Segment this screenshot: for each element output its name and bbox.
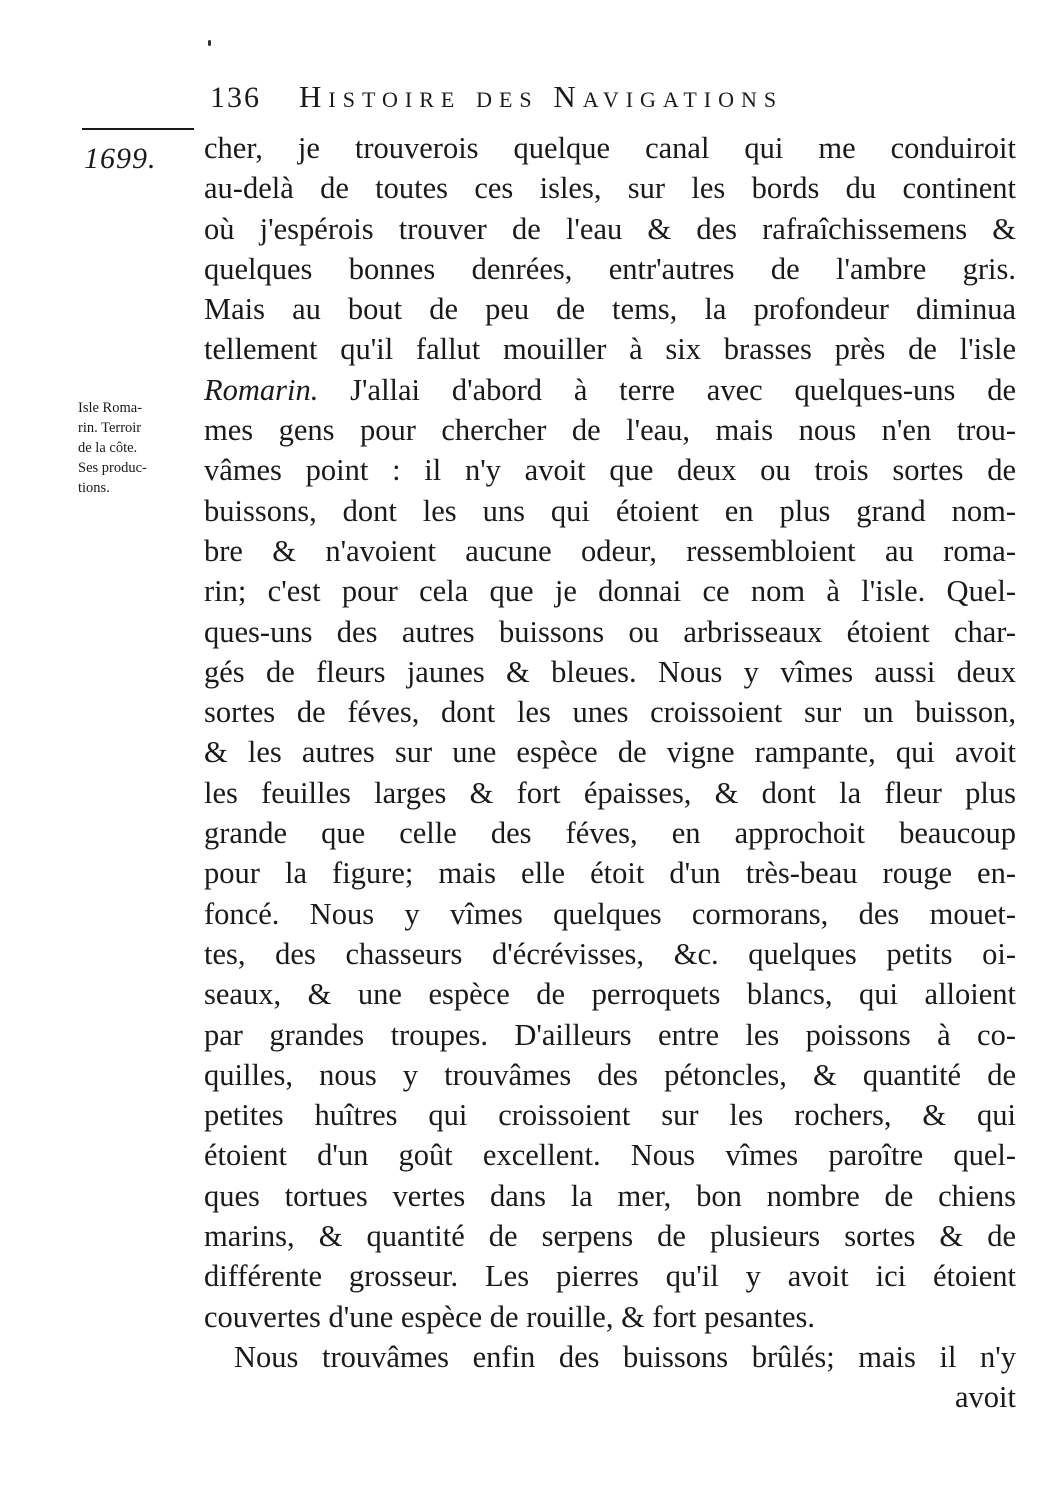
text-line: étoient d'un goût excellent. Nous vîmes paroître quel-: [204, 1138, 1016, 1173]
text-line: différente grosseur. Les pierres qu'il y avoit ici étoient: [204, 1259, 1016, 1294]
text-line: Mais au bout de peu de tems, la profondeur diminua: [204, 292, 1016, 327]
body-text: [204, 128, 1016, 1418]
text-line: vâmes point : il n'y avoit que deux ou trois sortes de: [204, 453, 1016, 488]
text-line: tes, des chasseurs d'écrévisses, &c. quelques petits oi-: [204, 936, 1016, 971]
ink-speck: [208, 40, 211, 46]
text-line: au-delà de toutes ces isles, sur les bords du continent: [204, 171, 1016, 206]
text-line: rin; c'est pour cela que je donnai ce nom à l'isle. Quel-: [204, 574, 1016, 609]
text-line: grande que celle des féves, en approchoit beaucoup: [204, 816, 1016, 851]
text-line: où j'espérois trouver de l'eau & des rafraîchissemens &: [204, 211, 1016, 246]
text-line: quelques bonnes denrées, entr'autres de l'ambre gris.: [204, 251, 1016, 286]
margin-note-line: de la côte.: [78, 440, 138, 456]
catchword: avoit: [955, 1380, 1016, 1415]
text-line: couvertes d'une espèce de rouille, & fort pesantes.: [204, 1299, 816, 1334]
text-line: petites huîtres qui croissoient sur les rochers, & qui: [204, 1098, 1016, 1133]
text-line: foncé. Nous y vîmes quelques cormorans, des mouet-: [204, 896, 1016, 931]
text-line: bre & n'avoient aucune odeur, ressembloient au roma-: [204, 533, 1016, 568]
text-line: cher, je trouverois quelque canal qui me conduiroit: [204, 131, 1016, 165]
running-title: Histoire des Navigations: [299, 79, 784, 114]
margin-note-line: rin. Terroir: [78, 420, 142, 436]
margin-note-line: Isle Roma-: [78, 400, 143, 416]
margin-note-line: Ses produc-: [78, 460, 147, 476]
text-line: ques-uns des autres buissons ou arbrisseaux étoient char-: [204, 614, 1016, 649]
text-line: pour la figure; mais elle étoit d'un très-beau rouge en-: [204, 856, 1016, 891]
text-line: par grandes troupes. D'ailleurs entre les poissons à co-: [204, 1017, 1016, 1052]
page-header: [210, 78, 1010, 118]
text-line: mes gens pour chercher de l'eau, mais nous n'en trou-: [204, 413, 1016, 448]
text-line: Romarin. J'allai d'abord à terre avec quelques-uns de: [204, 372, 1016, 407]
text-line: les feuilles larges & fort épaisses, & dont la fleur plus: [204, 775, 1016, 810]
text-line: buissons, dont les uns qui étoient en plus grand nom-: [204, 493, 1016, 528]
margin-note: [78, 398, 196, 498]
text-line: ques tortues vertes dans la mer, bon nombre de chiens: [204, 1178, 1016, 1213]
text-line: tellement qu'il fallut mouiller à six brasses près de l'isle: [204, 332, 1016, 367]
text-line: marins, & quantité de serpens de plusieurs sortes & de: [204, 1219, 1016, 1254]
page-number: 136: [210, 81, 261, 114]
text-line: & les autres sur une espèce de vigne rampante, qui avoit: [204, 735, 1016, 770]
margin-note-line: tions.: [78, 480, 110, 496]
text-line: Nous trouvâmes enfin des buissons brûlés; mais il n'y: [234, 1339, 1016, 1374]
text-line: seaux, & une espèce de perroquets blancs, qui alloient: [204, 977, 1016, 1012]
margin-rule: [82, 128, 194, 130]
place-name-romarin: Romarin.: [204, 372, 319, 407]
text-line: quilles, nous y trouvâmes des pétoncles, & quantité de: [204, 1057, 1016, 1092]
text-line: sortes de féves, dont les unes croissoient sur un buisson,: [204, 695, 1016, 730]
margin-year: 1699.: [84, 142, 157, 175]
text-line: gés de fleurs jaunes & bleues. Nous y vîmes aussi deux: [204, 654, 1016, 689]
